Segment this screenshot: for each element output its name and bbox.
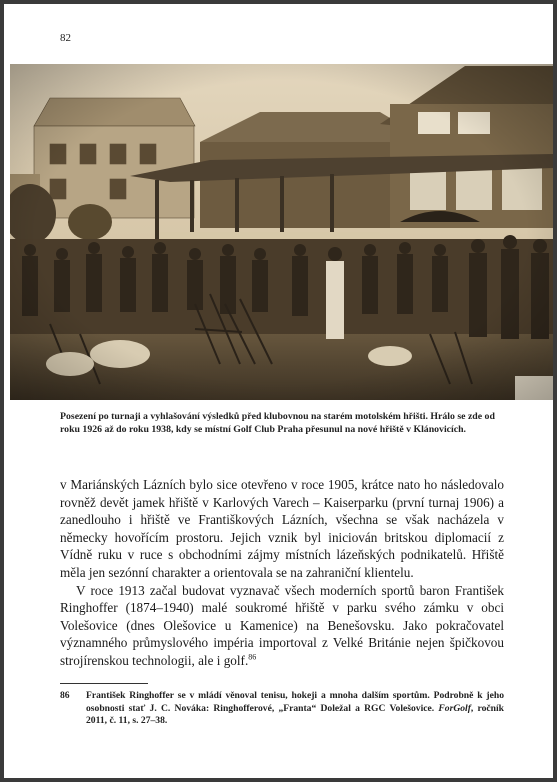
footnote-body <box>86 690 504 728</box>
footnote-tail: , ročník 2011, č. 11, s. 27–38. <box>86 702 505 727</box>
footnote-divider <box>60 683 148 684</box>
body-text <box>60 476 504 670</box>
footnote-number: 86 <box>60 690 70 701</box>
body-paragraph <box>60 582 504 670</box>
footnote-source: ForGolf <box>438 702 471 714</box>
book-page <box>4 4 553 778</box>
historical-photo <box>10 64 553 400</box>
footnote-reference[interactable]: 86 <box>248 652 257 662</box>
footnote-text: František Ringhoffer se v mládí věnoval tenisu, hokeji a mnoha dalším sportům. Podrobně k jeho osobnosti stať J. C. Nováka: Ringhofferové, „Franta“ Doležal a RGC Volešovice. <box>86 690 504 714</box>
body-paragraph: v Mariánských Lázních bylo sice otevřeno v roce 1905, krátce nato ho následovalo rovněž devět jamek hřiště v Karlových Varech – Kaiserparku (první turnaj 1906) a zanedlouho i hřiště ve Františkových Lázních, všechna se však nacházela v německy hovořícím prostoru. Jejich vznik byl iniciován britskou diplomacií z Vídně ruku v ruce s obchodními zájmy místních lázeňských podnikatelů. Hřiště měla jen sezónní charakter a orientovala se na zahraniční klientelu. <box>60 477 504 580</box>
body-paragraph-text: V roce 1913 začal budovat vyznavač všech moderních sportů baron František Ringhoffer (1874–1940) malé soukromé hřiště v parku svého zámku v obci Volešovice (dnes Olešovice u Kamenice) na Benešovsku. Jako pokračovatel významného průmyslového impéria importoval z Velké Británie nejen špičkovou strojírenskou technologii, ale i golf. <box>60 582 504 668</box>
footnote <box>60 690 504 728</box>
page-number: 82 <box>60 32 71 44</box>
photo-caption: Posezení po turnaji a vyhlašování výsledků před klubovnou na starém motolském hřišti. Hrálo se zde od roku 1926 až do roku 1938, kdy se místní Golf Club Praha přesunul na nové hřiště v Klánovicích. <box>60 411 495 435</box>
